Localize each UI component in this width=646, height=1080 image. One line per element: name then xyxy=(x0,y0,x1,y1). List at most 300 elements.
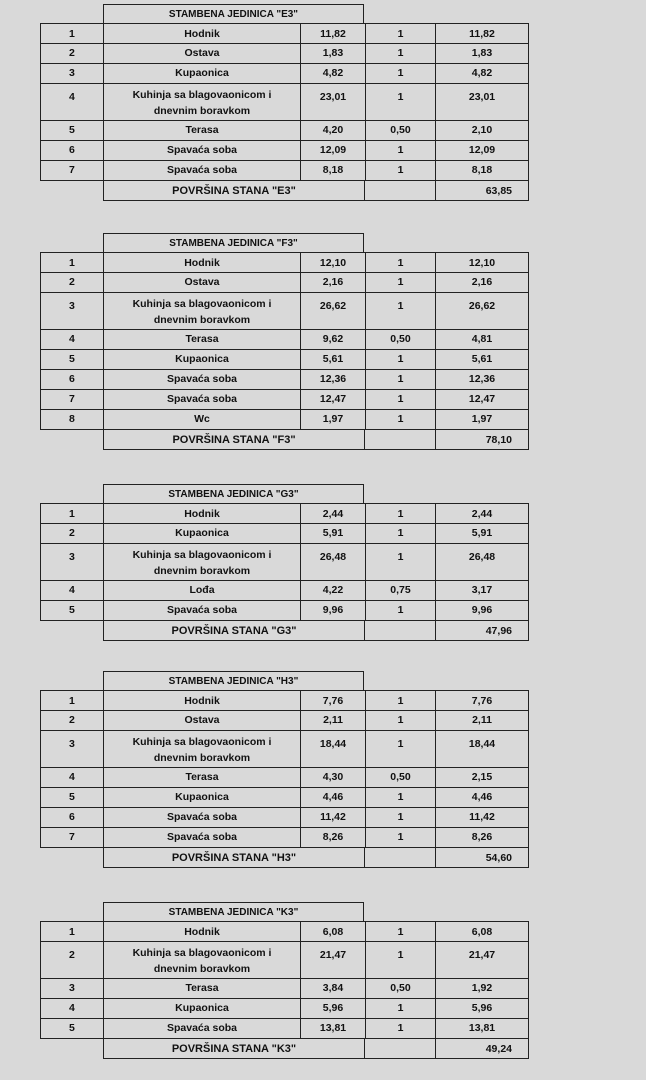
room-number-cell xyxy=(40,120,104,141)
area-coefficient: 1 xyxy=(397,1002,404,1014)
room-number-cell xyxy=(40,83,104,121)
room-number: 3 xyxy=(69,551,75,563)
area-coefficient-cell xyxy=(365,83,436,121)
room-area-cell xyxy=(300,710,366,731)
room-area-cell xyxy=(300,23,366,44)
net-area: 4,81 xyxy=(471,333,493,345)
room-number-cell xyxy=(40,580,104,601)
total-value-cell xyxy=(435,181,529,201)
area-coefficient-cell xyxy=(365,120,436,141)
total-label: POVRŠINA STANA "K3" xyxy=(171,1042,297,1055)
room-number: 2 xyxy=(69,527,75,539)
total-label-cell xyxy=(103,1039,365,1059)
room-area-cell xyxy=(300,730,366,768)
net-area-cell xyxy=(435,807,529,828)
room-area-cell xyxy=(300,1018,366,1039)
room-area-cell xyxy=(300,998,366,1019)
room-area-cell xyxy=(300,349,366,370)
area-coefficient-cell xyxy=(365,349,436,370)
room-number: 3 xyxy=(69,67,75,79)
apartment-total-row xyxy=(0,430,646,450)
room-number-cell xyxy=(40,140,104,161)
room-area-cell xyxy=(300,523,366,544)
net-area: 6,08 xyxy=(471,925,493,938)
room-area-cell xyxy=(300,787,366,808)
room-name-cell xyxy=(103,160,301,181)
room-number: 2 xyxy=(69,276,75,288)
room-number: 7 xyxy=(69,831,75,843)
total-label-cell xyxy=(103,848,365,868)
room-name-cell xyxy=(103,272,301,293)
net-area: 4,82 xyxy=(471,67,493,79)
table-row xyxy=(0,292,646,330)
table-row xyxy=(0,83,646,121)
area-coefficient: 1 xyxy=(397,276,404,288)
area-coefficient: 1 xyxy=(397,551,404,563)
room-name-cell xyxy=(103,329,301,350)
net-area-cell xyxy=(435,998,529,1019)
room-name-cell xyxy=(103,389,301,410)
room-name: Hodnik xyxy=(184,27,220,40)
net-area: 1,97 xyxy=(471,413,493,425)
area-coefficient: 1 xyxy=(397,831,404,843)
net-area-cell xyxy=(435,389,529,410)
room-name-cell xyxy=(103,292,301,330)
room-name-cell xyxy=(103,600,301,621)
total-label: POVRŠINA STANA "F3" xyxy=(172,433,296,446)
area-coefficient-cell xyxy=(365,767,436,788)
room-area: 13,81 xyxy=(319,1022,347,1034)
room-area: 5,61 xyxy=(322,353,344,365)
room-area-cell xyxy=(300,252,366,273)
room-number: 4 xyxy=(69,771,75,783)
room-area-cell xyxy=(300,43,366,64)
room-name: Kuhinja sa blagovaonicom i dnevnim boravkom xyxy=(132,298,272,326)
net-area-cell xyxy=(435,730,529,768)
net-area: 9,96 xyxy=(471,604,493,616)
room-area-cell xyxy=(300,83,366,121)
net-area-cell xyxy=(435,827,529,848)
room-number: 4 xyxy=(69,1002,75,1014)
room-name: Terasa xyxy=(185,982,219,994)
apartment-total-row xyxy=(0,1039,646,1059)
area-coefficient: 1 xyxy=(397,949,404,961)
room-area-cell xyxy=(300,63,366,84)
room-number: 2 xyxy=(69,714,75,726)
room-area-cell xyxy=(300,140,366,161)
area-coefficient-cell xyxy=(365,543,436,581)
room-area-cell xyxy=(300,389,366,410)
room-name-cell xyxy=(103,140,301,161)
room-number-cell xyxy=(40,787,104,808)
table-row xyxy=(0,543,646,581)
room-number-cell xyxy=(40,43,104,64)
area-coefficient-cell xyxy=(365,43,436,64)
area-coefficient-cell xyxy=(365,369,436,390)
room-name: Ostava xyxy=(184,47,220,59)
room-name: Spavaća soba xyxy=(166,604,238,616)
room-area-cell xyxy=(300,160,366,181)
room-name: Kuhinja sa blagovaonicom i dnevnim boravkom xyxy=(132,549,272,577)
room-number: 7 xyxy=(69,393,75,405)
room-area-cell xyxy=(300,292,366,330)
room-area: 2,11 xyxy=(323,714,343,726)
table-row xyxy=(0,409,646,430)
net-area: 8,18 xyxy=(471,164,493,176)
room-number: 5 xyxy=(69,1022,75,1034)
room-name: Spavaća soba xyxy=(166,164,238,176)
room-area: 2,16 xyxy=(322,276,344,288)
room-number-cell xyxy=(40,543,104,581)
room-area: 1,83 xyxy=(322,47,344,59)
room-area-cell xyxy=(300,409,366,430)
room-number: 5 xyxy=(69,124,75,136)
room-area-cell xyxy=(300,941,366,979)
room-number-cell xyxy=(40,767,104,788)
room-area: 4,30 xyxy=(322,771,344,783)
room-name-cell xyxy=(103,978,301,999)
room-name: Spavaća soba xyxy=(166,144,238,156)
total-label-cell xyxy=(103,181,365,201)
total-label: POVRŠINA STANA "G3" xyxy=(171,624,297,637)
table-row xyxy=(0,978,646,999)
room-area-cell xyxy=(300,921,366,942)
room-name: Spavaća soba xyxy=(166,811,238,823)
net-area: 23,01 xyxy=(468,91,496,103)
room-area: 12,47 xyxy=(319,393,347,405)
room-name-cell xyxy=(103,941,301,979)
net-area: 12,10 xyxy=(468,256,496,269)
apartment-title: STAMBENA JEDINICA "G3" xyxy=(103,484,364,503)
room-number-cell xyxy=(40,978,104,999)
table-row xyxy=(0,272,646,293)
table-row xyxy=(0,580,646,601)
room-number: 6 xyxy=(69,144,75,156)
net-area-cell xyxy=(435,43,529,64)
room-name-cell xyxy=(103,807,301,828)
room-area-cell xyxy=(300,369,366,390)
area-coefficient: 1 xyxy=(397,67,404,79)
room-area: 18,44 xyxy=(319,738,347,750)
table-row xyxy=(0,120,646,141)
room-number: 4 xyxy=(69,584,75,596)
room-number: 6 xyxy=(69,811,75,823)
net-area-cell xyxy=(435,349,529,370)
area-coefficient: 1 xyxy=(397,604,404,616)
room-name: Terasa xyxy=(185,124,219,136)
room-name-cell xyxy=(103,767,301,788)
net-area-cell xyxy=(435,140,529,161)
room-number: 1 xyxy=(69,925,75,938)
net-area-cell xyxy=(435,120,529,141)
room-name-cell xyxy=(103,827,301,848)
net-area: 2,10 xyxy=(471,124,493,136)
room-name-cell xyxy=(103,998,301,1019)
room-area: 4,20 xyxy=(322,124,344,136)
room-name-cell xyxy=(103,921,301,942)
room-name-cell xyxy=(103,252,301,273)
room-area: 21,47 xyxy=(319,949,347,961)
net-area: 4,46 xyxy=(471,791,493,803)
room-name: Kupaonica xyxy=(175,1002,229,1014)
table-row xyxy=(0,63,646,84)
room-area: 12,36 xyxy=(319,373,347,385)
room-area: 12,10 xyxy=(319,256,347,269)
table-row xyxy=(0,389,646,410)
area-coefficient-cell xyxy=(365,272,436,293)
room-name: Kuhinja sa blagovaonicom i dnevnim boravkom xyxy=(132,89,272,117)
room-name-cell xyxy=(103,730,301,768)
table-row xyxy=(0,690,646,711)
room-name: Hodnik xyxy=(184,256,220,269)
area-coefficient-cell xyxy=(365,787,436,808)
table-row xyxy=(0,787,646,808)
room-name: Spavaća soba xyxy=(166,393,238,405)
table-row xyxy=(0,941,646,979)
room-name: Ostava xyxy=(184,714,220,726)
net-area: 8,26 xyxy=(471,831,493,843)
room-area: 7,76 xyxy=(322,694,344,707)
room-name: Hodnik xyxy=(184,507,220,520)
room-area: 1,97 xyxy=(322,413,344,425)
area-coefficient-cell xyxy=(365,998,436,1019)
total-value: 49,24 xyxy=(485,1042,512,1055)
room-number-cell xyxy=(40,1018,104,1039)
room-number-cell xyxy=(40,349,104,370)
net-area: 21,47 xyxy=(468,949,496,961)
room-area: 2,44 xyxy=(322,507,344,520)
table-row xyxy=(0,767,646,788)
net-area-cell xyxy=(435,543,529,581)
table-row xyxy=(0,140,646,161)
table-row xyxy=(0,23,646,44)
total-label-cell xyxy=(103,430,365,450)
room-number: 3 xyxy=(69,738,75,750)
total-label: POVRŠINA STANA "H3" xyxy=(171,851,297,864)
area-coefficient: 1 xyxy=(397,738,404,750)
area-coefficient-cell xyxy=(365,523,436,544)
area-coefficient: 1 xyxy=(397,47,404,59)
area-coefficient: 1 xyxy=(397,527,404,539)
room-name: Hodnik xyxy=(184,925,220,938)
total-value: 47,96 xyxy=(485,624,512,637)
area-coefficient: 1 xyxy=(397,791,404,803)
total-value-cell xyxy=(435,1039,529,1059)
table-row xyxy=(0,369,646,390)
area-coefficient: 1 xyxy=(397,1022,404,1034)
table-row xyxy=(0,998,646,1019)
room-area: 4,46 xyxy=(322,791,344,803)
room-area-cell xyxy=(300,543,366,581)
table-row xyxy=(0,921,646,942)
area-coefficient-cell xyxy=(365,1018,436,1039)
apartment-title: STAMBENA JEDINICA "H3" xyxy=(103,671,364,690)
room-number-cell xyxy=(40,272,104,293)
net-area-cell xyxy=(435,600,529,621)
area-coefficient: 1 xyxy=(397,714,404,726)
total-blank-cell xyxy=(364,621,436,641)
room-name-cell xyxy=(103,120,301,141)
room-area: 6,08 xyxy=(322,925,344,938)
room-name-cell xyxy=(103,63,301,84)
area-coefficient: 1 xyxy=(397,925,404,938)
room-number-cell xyxy=(40,409,104,430)
room-area: 11,42 xyxy=(320,811,346,823)
room-area-cell xyxy=(300,272,366,293)
room-name-cell xyxy=(103,1018,301,1039)
total-value: 78,10 xyxy=(485,433,512,446)
net-area-cell xyxy=(435,292,529,330)
room-number-cell xyxy=(40,252,104,273)
net-area-cell xyxy=(435,409,529,430)
area-coefficient-cell xyxy=(365,63,436,84)
room-area: 12,09 xyxy=(319,144,347,156)
net-area-cell xyxy=(435,710,529,731)
area-coefficient-cell xyxy=(365,827,436,848)
area-coefficient: 1 xyxy=(397,164,404,176)
room-name: Wc xyxy=(194,413,210,425)
room-number-cell xyxy=(40,369,104,390)
room-area: 4,82 xyxy=(322,67,344,79)
room-number-cell xyxy=(40,710,104,731)
room-area-cell xyxy=(300,120,366,141)
room-number-cell xyxy=(40,600,104,621)
net-area-cell xyxy=(435,941,529,979)
total-blank-cell xyxy=(364,1039,436,1059)
area-coefficient: 1 xyxy=(397,413,404,425)
room-name-cell xyxy=(103,23,301,44)
area-coefficient-cell xyxy=(365,409,436,430)
room-name: Ostava xyxy=(184,276,220,288)
area-coefficient: 1 xyxy=(397,144,404,156)
area-coefficient-cell xyxy=(365,580,436,601)
area-coefficient-cell xyxy=(365,23,436,44)
room-number-cell xyxy=(40,329,104,350)
room-area: 9,96 xyxy=(322,604,344,616)
room-name: Kuhinja sa blagovaonicom i dnevnim boravkom xyxy=(132,947,272,975)
room-name-cell xyxy=(103,580,301,601)
room-number: 4 xyxy=(69,91,75,103)
room-area: 26,62 xyxy=(319,300,347,312)
net-area: 11,82 xyxy=(469,27,495,40)
room-number: 5 xyxy=(69,791,75,803)
room-name: Kupaonica xyxy=(175,353,229,365)
area-coefficient: 1 xyxy=(397,393,404,405)
area-coefficient: 0,50 xyxy=(390,333,411,345)
room-name-cell xyxy=(103,543,301,581)
room-name: Terasa xyxy=(185,771,219,783)
total-blank-cell xyxy=(364,430,436,450)
total-blank-cell xyxy=(364,848,436,868)
room-number: 5 xyxy=(69,353,75,365)
room-area-cell xyxy=(300,580,366,601)
room-number-cell xyxy=(40,807,104,828)
room-number: 3 xyxy=(69,982,75,994)
area-coefficient: 1 xyxy=(397,507,404,520)
room-area: 4,22 xyxy=(322,584,344,596)
total-value: 54,60 xyxy=(485,851,512,864)
room-name-cell xyxy=(103,787,301,808)
table-row xyxy=(0,827,646,848)
total-value-cell xyxy=(435,430,529,450)
net-area-cell xyxy=(435,978,529,999)
room-number: 8 xyxy=(69,413,75,425)
area-coefficient: 0,75 xyxy=(390,584,411,596)
room-number: 1 xyxy=(69,507,75,520)
area-coefficient-cell xyxy=(365,690,436,711)
area-coefficient: 1 xyxy=(397,256,404,269)
room-name-cell xyxy=(103,43,301,64)
total-blank-cell xyxy=(364,181,436,201)
net-area: 12,36 xyxy=(468,373,496,385)
net-area-cell xyxy=(435,921,529,942)
room-number: 2 xyxy=(69,47,75,59)
net-area-cell xyxy=(435,523,529,544)
net-area-cell xyxy=(435,767,529,788)
room-name-cell xyxy=(103,523,301,544)
net-area-cell xyxy=(435,787,529,808)
room-number-cell xyxy=(40,827,104,848)
apartment-title: STAMBENA JEDINICA "K3" xyxy=(103,902,364,921)
net-area: 2,16 xyxy=(471,276,493,288)
net-area: 13,81 xyxy=(468,1022,496,1034)
room-name: Lođa xyxy=(189,584,215,596)
net-area-cell xyxy=(435,83,529,121)
apartment-title: STAMBENA JEDINICA "F3" xyxy=(103,233,364,252)
room-area-cell xyxy=(300,329,366,350)
area-coefficient: 1 xyxy=(397,27,404,40)
table-row xyxy=(0,807,646,828)
total-label-cell xyxy=(103,621,365,641)
room-name: Kupaonica xyxy=(175,527,229,539)
room-number-cell xyxy=(40,63,104,84)
room-number-cell xyxy=(40,160,104,181)
room-number: 2 xyxy=(69,949,75,961)
area-coefficient-cell xyxy=(365,730,436,768)
room-number: 1 xyxy=(69,27,75,40)
room-name: Kupaonica xyxy=(175,67,229,79)
room-number-cell xyxy=(40,292,104,330)
total-value-cell xyxy=(435,848,529,868)
net-area: 5,96 xyxy=(471,1002,493,1014)
room-area: 5,96 xyxy=(322,1002,344,1014)
room-number: 7 xyxy=(69,164,75,176)
area-coefficient-cell xyxy=(365,329,436,350)
area-coefficient-cell xyxy=(365,160,436,181)
room-area: 26,48 xyxy=(319,551,347,563)
room-number-cell xyxy=(40,503,104,524)
net-area-cell xyxy=(435,369,529,390)
area-coefficient-cell xyxy=(365,978,436,999)
room-name-cell xyxy=(103,409,301,430)
area-coefficient-cell xyxy=(365,503,436,524)
net-area: 2,15 xyxy=(471,771,493,783)
net-area-cell xyxy=(435,160,529,181)
net-area-cell xyxy=(435,580,529,601)
room-name-cell xyxy=(103,349,301,370)
area-coefficient-cell xyxy=(365,140,436,161)
room-area: 8,26 xyxy=(322,831,344,843)
room-area: 9,62 xyxy=(322,333,344,345)
net-area-cell xyxy=(435,23,529,44)
area-coefficient-cell xyxy=(365,807,436,828)
net-area-cell xyxy=(435,503,529,524)
net-area: 5,91 xyxy=(471,527,493,539)
room-number-cell xyxy=(40,690,104,711)
room-name: Spavaća soba xyxy=(166,1022,238,1034)
net-area: 1,83 xyxy=(471,47,493,59)
net-area-cell xyxy=(435,690,529,711)
